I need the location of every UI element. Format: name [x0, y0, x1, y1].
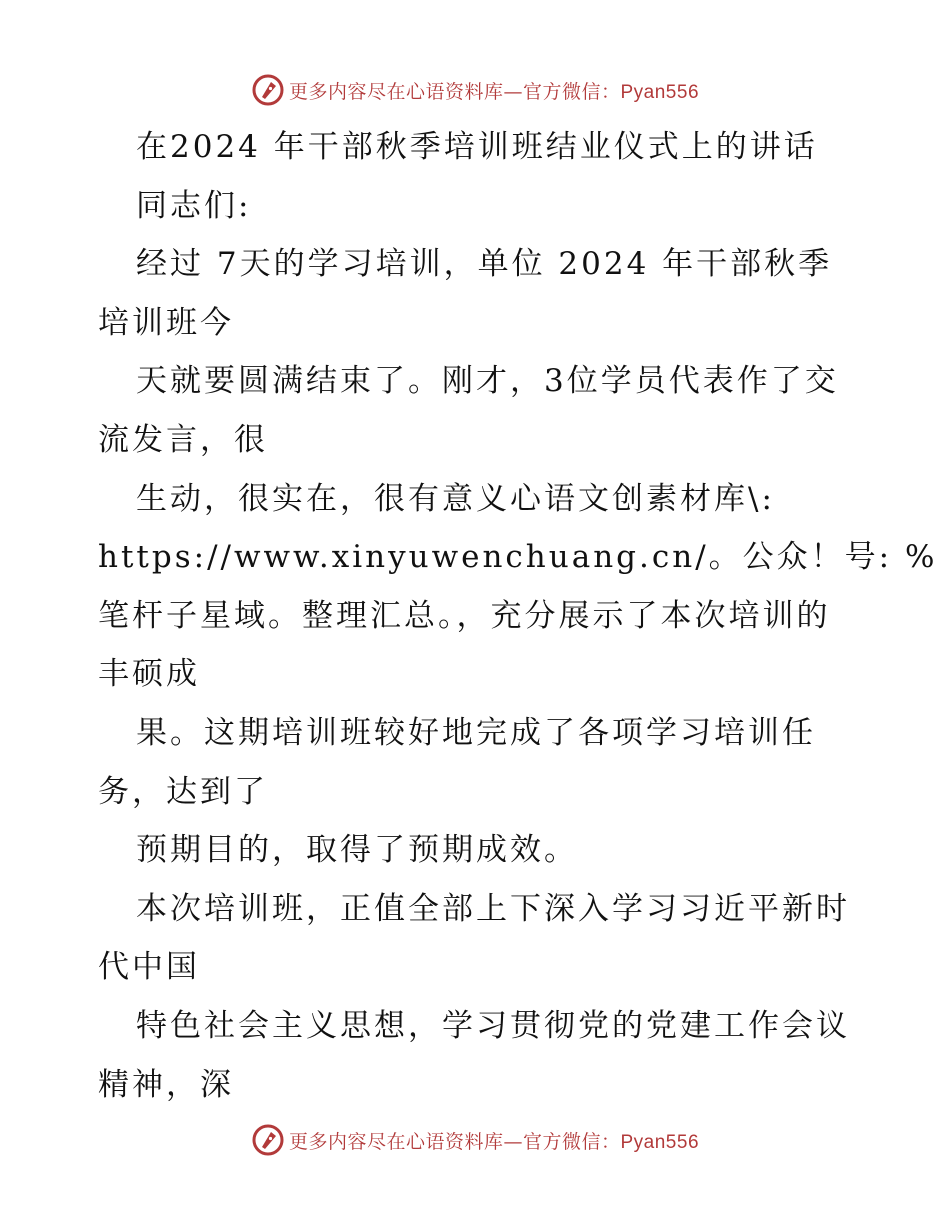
paragraph-line: 培训班今 [98, 304, 234, 341]
footer-banner [0, 1120, 950, 1160]
paragraph-line: 务，达到了 [98, 773, 268, 810]
paragraph-line: 果。这期培训班较好地完成了各项学习培训任 [136, 714, 816, 751]
paragraph-line: 预期目的，取得了预期成效。 [136, 832, 578, 869]
paragraph-line: 特色社会主义思想，学习贯彻党的党建工作会议 [136, 1007, 850, 1044]
salutation: 同志们: [136, 187, 252, 224]
pen-nib-logo [251, 1123, 285, 1157]
paragraph-line: https://www.xinyuwenchuang.cn/。公众！号: % [98, 539, 938, 576]
paragraph-line: 流发言，很 [98, 421, 268, 458]
document-body [98, 118, 938, 1114]
paragraph-line: 丰硕成 [98, 656, 200, 693]
paragraph-line: 代中国 [98, 949, 200, 986]
paragraph-line: 经过 7天的学习培训，单位 2024 年干部秋季 [136, 246, 833, 283]
footer-banner-text: 更多内容尽在心语资料库—官方微信：Pyan556 [288, 1130, 700, 1153]
paragraph-line: 生动，很实在，很有意义心语文创素材库\: [136, 480, 775, 517]
paragraph-line: 精神，深 [98, 1066, 234, 1103]
header-banner [0, 70, 950, 110]
paragraph-line: 天就要圆满结束了。刚才，3位学员代表作了交 [136, 363, 839, 400]
document-title: 在2024 年干部秋季培训班结业仪式上的讲话 [136, 129, 818, 165]
paragraph-line: 笔杆子星域。整理汇总。，充分展示了本次培训的 [98, 597, 831, 634]
pen-nib-logo [251, 73, 285, 107]
paragraph-line: 本次培训班，正值全部上下深入学习习近平新时 [136, 890, 850, 927]
header-banner-text: 更多内容尽在心语资料库—官方微信：Pyan556 [288, 80, 700, 103]
